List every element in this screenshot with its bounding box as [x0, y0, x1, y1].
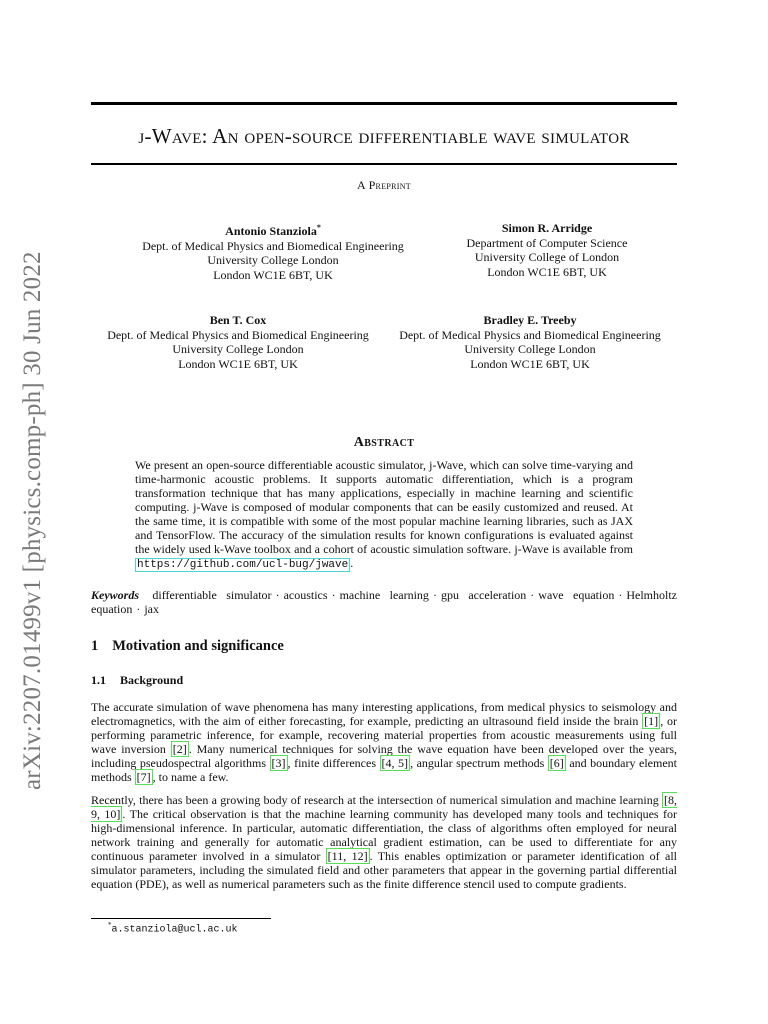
author-name: Bradley E. Treeby — [483, 313, 577, 327]
keyword-separator: · — [432, 588, 437, 602]
citation-link[interactable]: [6] — [549, 756, 564, 770]
paragraph-text: . This enables optimization or parameter identification of all simulator parameters, including the simulated field and other parameters that appear in the governing partial differential equation (PDE), as well as numerical parameters such as the finite difference stencil used to compute gradients. — [91, 849, 677, 891]
citation-link[interactable]: [8, 9, 10] — [91, 793, 677, 821]
section-heading — [91, 638, 284, 655]
keyword: wave equation — [538, 588, 615, 602]
author-affiliation-line: University College London — [464, 342, 596, 356]
keyword-separator: · — [618, 588, 623, 602]
footnote-rule — [91, 918, 271, 919]
arxiv-id-text: arXiv:2207.01499v1 [physics.comp-ph] 30 Jun 2022 — [19, 251, 46, 790]
body-paragraph-2 — [91, 793, 677, 891]
section-title: Motivation and significance — [112, 638, 284, 654]
keyword: jax — [144, 602, 159, 616]
citation-link[interactable]: [7] — [136, 770, 151, 784]
keywords-label: Keywords — [91, 588, 139, 602]
author-affiliation-line: University College of London — [474, 250, 620, 264]
keyword-separator: · — [136, 602, 141, 616]
keyword: acoustics — [283, 588, 328, 602]
author-affiliation-line: University College London — [207, 253, 339, 267]
paragraph-text: and boundary element methods — [91, 756, 677, 784]
author-block-4 — [390, 313, 670, 371]
citation-link[interactable]: [1] — [644, 714, 659, 728]
keyword: Helmholtz equation — [91, 588, 677, 616]
abstract-text: We present an open-source differentiable acoustic simulator, j-Wave, which can solve time-varying and time-harmonic acoustic problems. It supports automatic differentiation, which is a program transformation technique that has many applications, especially in machine learning and scientific computing. j-Wave is composed of modular components that can be easily customized and reused. At the same time, it is compatible with some of the most popular machine learning libraries, such as JAX and TensorFlow. The accuracy of the simulation results for known configurations is evaluated against the widely used k-Wave toolbox and a cohort of acoustic simulation software. j-Wave is available from — [135, 458, 633, 556]
title-top-rule — [91, 102, 677, 105]
author-affiliation-line: Dept. of Medical Physics and Biomedical Engineering — [142, 238, 404, 253]
repository-link[interactable]: https://github.com/ucl-bug/jwave — [137, 559, 349, 571]
keyword-separator: · — [331, 588, 336, 602]
author-name: Ben T. Cox — [209, 313, 267, 327]
citation-link[interactable]: [2] — [172, 742, 187, 756]
keyword: differentiable simulator — [152, 588, 272, 602]
section-number: 1 — [91, 638, 99, 654]
abstract-end: . — [350, 556, 354, 570]
paragraph-text: , finite differences — [287, 756, 380, 770]
author-name: Simon R. Arridge — [501, 221, 593, 235]
paragraph-text: . The critical observation is that the machine learning community has developed many tools and techniques for high-dimensional inference. In particular, automatic differentiation, the class of algorithms often employed for neural network training and generally for automatic analytical gradient estimation, can be used to differentiate for any continuous parameter involved in a simulator — [91, 807, 678, 863]
paragraph-text: , to name a few. — [152, 770, 229, 784]
author-affiliation-line: Dept. of Medical Physics and Biomedical Engineering — [399, 327, 661, 342]
footnote-marker: * — [316, 223, 321, 232]
author-block-1 — [96, 221, 450, 282]
author-affiliation-line: London WC1E 6BT, UK — [213, 267, 333, 282]
author-affiliation-line: Department of Computer Science — [466, 235, 628, 250]
author-affiliation-line: London WC1E 6BT, UK — [178, 356, 298, 371]
keyword: machine learning — [339, 588, 429, 602]
author-name: Antonio Stanziola* — [225, 223, 321, 238]
abstract-heading: Abstract — [353, 435, 415, 450]
paragraph-text: , or performing parametric inference, for example, recovering material properties from acoustic measurements using full wave inversion — [91, 714, 677, 756]
keywords-line — [91, 588, 677, 616]
author-affiliation-line: University College London — [172, 342, 304, 356]
paragraph-text: Recently, there has been a growing body of research at the intersection of numerical simulation and machine learning — [91, 793, 662, 807]
subsection-title: Background — [120, 673, 184, 687]
author-block-3 — [96, 313, 380, 371]
subsection-number: 1.1 — [91, 673, 106, 687]
paper-title: j-Wave: An open-source differentiable wave simulator — [138, 124, 630, 148]
author-block-2 — [437, 221, 657, 279]
keyword: gpu acceleration — [440, 588, 527, 602]
author-affiliation-line: Dept. of Medical Physics and Biomedical Engineering — [107, 327, 369, 342]
paragraph-text: , angular spectrum methods — [410, 756, 548, 770]
keyword-separator: · — [530, 588, 535, 602]
author-affiliation-line: London WC1E 6BT, UK — [470, 356, 590, 371]
author-affiliation-line: London WC1E 6BT, UK — [487, 264, 607, 279]
title-bottom-rule — [91, 163, 677, 165]
footnote-email[interactable]: a.stanziola@ucl.ac.uk — [111, 924, 238, 936]
subsection-heading — [91, 673, 183, 688]
abstract-body — [135, 458, 633, 572]
paragraph-text: The accurate simulation of wave phenomena has many interesting applications, from medical physics to seismology and electromagnetics, with the aim of either forecasting, for example, predicting an ultrasound field inside the brain — [91, 700, 677, 728]
preprint-label: A Preprint — [356, 178, 411, 192]
footnote-marker: * — [108, 921, 112, 929]
body-paragraph-1 — [91, 700, 677, 784]
citation-link[interactable]: [4, 5] — [381, 756, 409, 770]
paragraph-text: . Many numerical techniques for solving the wave equation have been developed over the years, including pseudospectral algorithms — [91, 742, 677, 770]
keyword-separator: · — [275, 588, 280, 602]
citation-link[interactable]: [11, 12] — [327, 849, 368, 863]
footnote — [108, 921, 238, 935]
citation-link[interactable]: [3] — [271, 756, 286, 770]
